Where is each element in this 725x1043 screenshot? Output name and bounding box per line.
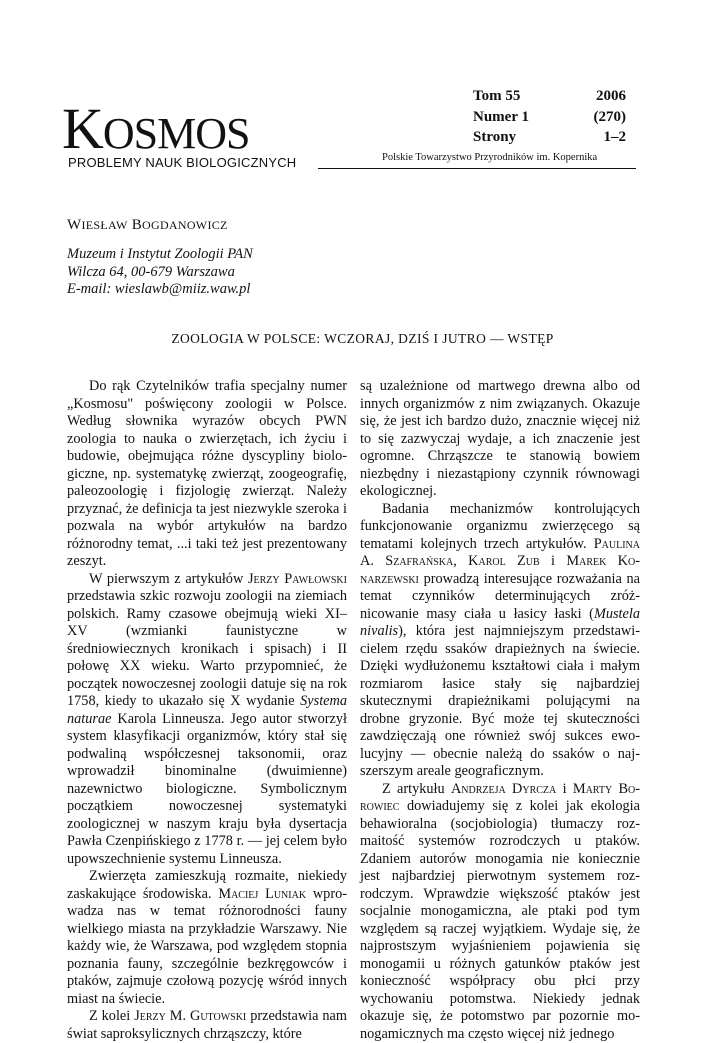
issue-meta [473,86,626,148]
author-affiliation [67,246,253,299]
italic-title: Systema naturae [67,693,347,727]
paragraph: Z kolei Jerzy M. Gutowski przedstawia nam świat saproksylicznych chrząszczy, które [67,1008,347,1043]
society-name: Polskie Towarzystwo Przyrodników im. Kopernika [382,152,597,163]
author-ref: Maciej Luniak [218,886,306,902]
paragraph: Z artykułu Andrzeja Dyrcza i Marty Borowiec dowiadujemy się z kolei jak ekologia behawioralna (socjobiologia) tłumaczy rozmaitość systemów rozrodczych u ptaków. Zdaniem autorów monogamia nie koniecznie jest najbardziej pierwotnym systemem rozrodczym. Wprawdzie większość ptaków jest socjalnie monogamiczna, ale ptaki pod tym względem są raczej wyjątkiem. Wydaje się, że najprostszym wyjaśnieniem pojawienia się monogamii u różnych gatunków ptaków jest konieczność współpracy obu płci przy wychowaniu potomstwa. Niekiedy jednak okazuje się, że potomstwo par pozornie monogamicznych ma często więcej niż jednego [360,781,640,1043]
article-title: ZOOLOGIA W POLSCE: WCZORAJ, DZIŚ I JUTRO — WSTĘP [0,331,725,347]
paragraph: Zwierzęta zamieszkują rozmaite, niekiedy zaskakujące środowiska. Maciej Luniak wprowadza nas w temat różnorodności fauny wielkiego miasta na przykładzie Warszawy. Nie każdy wie, że Warszawa, pod względem stopnia poznania fauny, szczególnie bezkręgowców i ptaków, zajmuje czołową pozycję wśród innych miast na świecie. [67,868,347,1008]
logo-rest: OSMOS [103,109,250,158]
meta-row-number [473,107,626,128]
affiliation-line: Wilcza 64, 00-679 Warszawa [67,264,253,282]
logo-initial: K [62,96,103,161]
author-ref: Marek Konarzewski [360,553,640,587]
journal-logo [62,100,250,163]
meta-value: (270) [594,107,627,128]
meta-row-volume [473,86,626,107]
affiliation-email[interactable]: E-mail: wieslawb@miiz.waw.pl [67,281,253,299]
author-ref: Jerzy M. Gutowski [134,1008,246,1024]
italic-species: Mustela nivalis [360,606,640,640]
author-ref: Karol Zub [468,553,540,569]
paragraph: W pierwszym z artykułów Jerzy Pawłowski przedstawia szkic rozwoju zoologii na ziemiach polskich. Ramy czasowe obejmują wieki XI–XV (wzmianki faunistyczne w średniowiecznych kronikach i spisach) i II połowę XX wieku. Warto przypomnieć, że początek nowoczesnej zoologii datuje się na rok 1758, kiedy to ukazało się X wydanie Systema naturae Karola Linneusza. Jego autor stworzył system klasyfikacji organizmów, który stał się podwaliną współczesnej taksonomii, oraz wprowadził binominalne (dwuimienne) nazewnictwo biologiczne. Symbolicznym początkiem nowoczesnej systematyki zoologicznej w naszym kraju była dysertacja Pawła Czenpińskiego z 1778 r. — jej celem było upowszechnienie systemu Linneusza. [67,571,347,869]
paragraph: Do rąk Czytelników trafia specjalny numer „Kosmosu" poświęcony zoologii w Polsce. Według słownika wyrazów obcych PWN zoologia to nauka o zwierzętach, ich życiu i budowie, obejmująca różne dyscypliny biologiczne, np. systematykę zwierząt, zoogeografię, paleozoologię i fizjologię zwierząt. Należy przyznać, że definicja ta jest niezwykle szeroka i pozwala na wybór artykułów na bardzo różnorodny temat, ...i taki też jest prezentowany zeszyt. [67,378,347,571]
meta-label: Numer 1 [473,107,529,128]
author-ref: Andrzeja Dyrcza [451,781,556,797]
meta-value: 1–2 [604,127,627,148]
paragraph: Badania mechanizmów kontrolujących funkcjonowanie organizmu zwierzęcego są tematami kolejnych trzech artykułów. Paulina A. Szafrańska, Karol Zub i Marek Konarzewski prowadzą interesujące rozważania na temat czynników determinujących zróżnicowanie masy ciała u łasicy łaski (Mustela nivalis), która jest najmniejszym przedstawicielem rzędu ssaków drapieżnych na świecie. Dzięki wydłużonemu kształtowi ciała i małym rozmiarom łasice stały się najbardziej skutecznymi drapieżnikami polującymi na drobne gryzonie. Być może tej skuteczności zawdzięczają one również swój sukces ewolucyjny — obecnie należą do ssaków o najszerszym areale geograficznym. [360,501,640,781]
affiliation-line: Muzeum i Instytut Zoologii PAN [67,246,253,264]
masthead-rule [318,168,636,169]
right-column [360,378,640,1043]
paragraph: są uzależnione od martwego drewna albo od innych organizmów z nim związanych. Okazuje się, że jest ich bardzo dużo, znacznie więcej niż to się zazwyczaj wydaje, a ich znaczenie jest ogromne. Chrząszcze te stanowią bowiem niezbędny i niezastąpiony czynnik równowagi ekologicznej. [360,378,640,501]
meta-label: Tom 55 [473,86,520,107]
meta-label: Strony [473,127,516,148]
author-ref: Marty Borowiec [360,781,640,815]
journal-tagline: PROBLEMY NAUK BIOLOGICZNYCH [68,155,296,170]
meta-row-pages [473,127,626,148]
author-name: WIESŁAW BOGDANOWICZ [67,217,228,234]
author-ref: Jerzy Pawłowski [248,571,347,587]
author-ref: Paulina A. Szafrańska [360,536,640,570]
meta-value: 2006 [596,86,626,107]
left-column [67,378,347,1043]
